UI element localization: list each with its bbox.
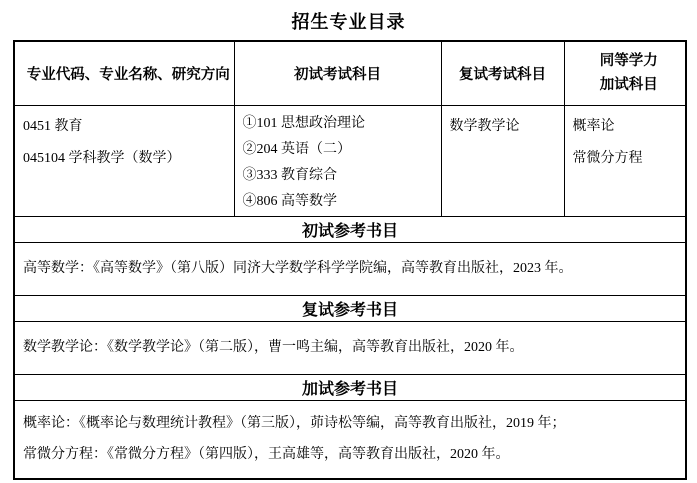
- equivalent-header-line2: 加试科目: [599, 77, 658, 94]
- section-header-row-retest-references: [14, 295, 686, 321]
- addtest-reference-line-2: 常微分方程：《常微分方程》（第四版），王高雄等，高等教育出版社，2020 年。: [23, 447, 510, 463]
- col-header-initial-exam-subjects: 初试考试科目: [234, 41, 441, 105]
- cell-program-code-name: [14, 105, 234, 216]
- cell-initial-exam-subjects: [234, 105, 441, 216]
- program-category-line: 0451 教育: [23, 118, 83, 134]
- section-header-row-addtest-references: [14, 374, 686, 400]
- program-data-row: [14, 105, 686, 216]
- initial-reference-line-1: 高等数学：《高等数学》（第八版）同济大学数学科学学院编，高等教育出版社，2023 年。: [23, 261, 573, 276]
- addtest-subject-2: 常微分方程: [572, 150, 643, 166]
- addtest-reference-line-1: 概率论：《概率论与数理统计教程》（第三版），茆诗松等编，高等教育出版社，2019 年；: [23, 416, 566, 432]
- section-header-row-initial-references: [14, 216, 686, 242]
- cell-retest-exam-subjects: [441, 105, 564, 216]
- cell-equivalent-addtest-subjects: [564, 105, 686, 216]
- col-header-retest-exam-subjects: 复试考试科目: [441, 41, 564, 105]
- col-header-program-code-name-direction: 专业代码、专业名称、研究方向: [14, 41, 234, 105]
- section-header-retest-references: 复试参考书目: [14, 295, 686, 321]
- addtest-references-content: [14, 400, 686, 479]
- initial-references-content: [14, 242, 686, 295]
- section-content-row-initial-references: [14, 242, 686, 295]
- section-header-addtest-references: 加试参考书目: [14, 374, 686, 400]
- retest-subject-1: 数学教学论: [449, 118, 520, 134]
- initial-subject-2: ②204 英语（二）: [242, 141, 351, 157]
- program-major-line: 045104 学科教学（数学）: [23, 150, 181, 166]
- admissions-catalog-table: [13, 40, 687, 480]
- retest-references-content: [14, 321, 686, 374]
- initial-subject-1: ①101 思想政治理论: [242, 115, 365, 131]
- col-header-equivalent-addtest-subjects: [564, 41, 686, 105]
- initial-subject-3: ③333 教育综合: [242, 167, 337, 183]
- page-title: 招生专业目录: [291, 12, 406, 32]
- addtest-subject-1: 概率论: [572, 118, 615, 134]
- section-header-initial-references: 初试参考书目: [14, 216, 686, 242]
- section-content-row-retest-references: [14, 321, 686, 374]
- table-header-row: [14, 41, 686, 105]
- section-content-row-addtest-references: [14, 400, 686, 479]
- equivalent-header-line1: 同等学力: [599, 53, 658, 70]
- retest-reference-line-1: 数学教学论：《数学教学论》（第二版），曹一鸣主编，高等教育出版社，2020 年。: [23, 340, 524, 355]
- initial-subject-4: ④806 高等数学: [242, 193, 337, 209]
